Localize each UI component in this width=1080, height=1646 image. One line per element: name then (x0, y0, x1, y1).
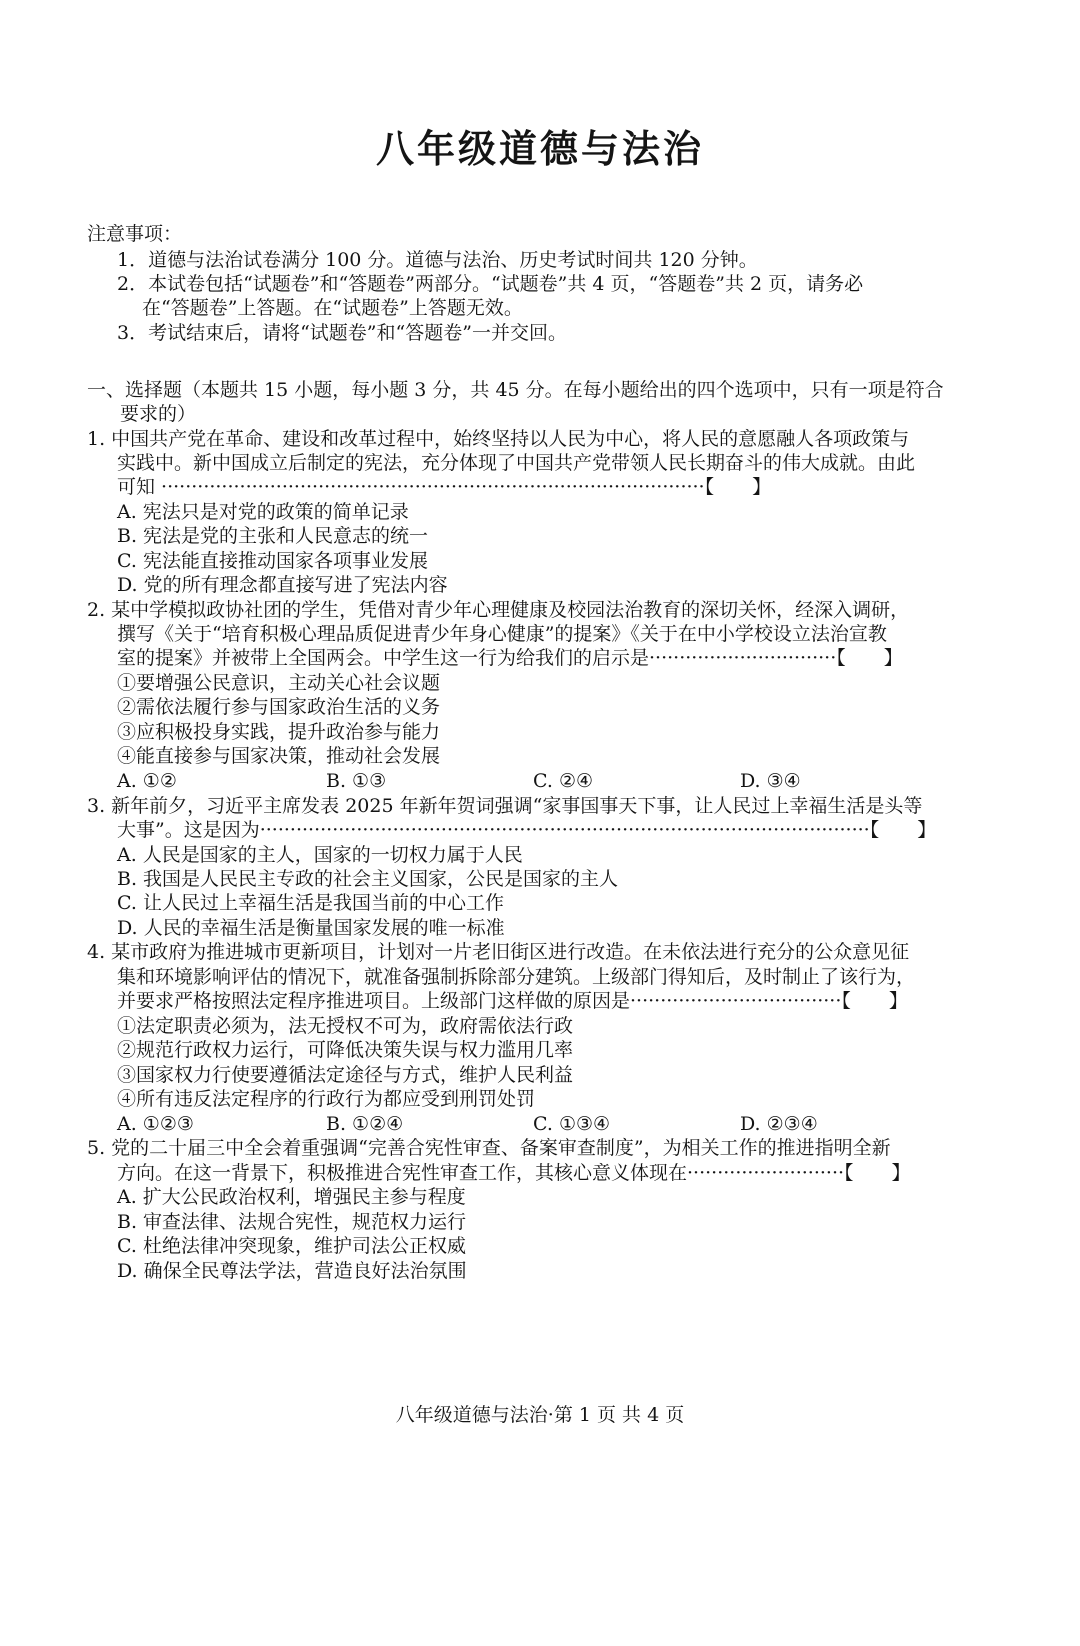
option: C. 杜绝法律冲突现象，维护司法公正权威 (117, 1235, 466, 1257)
statement: ③应积极投身实践，提升政治参与能力 (117, 721, 441, 743)
option: A. 扩大公民政治权利，增强民主参与程度 (117, 1186, 466, 1208)
statement: ①要增强公民意识，主动关心社会议题 (117, 672, 441, 694)
option: C. ②④ (533, 770, 594, 792)
option: A. ①② (117, 770, 177, 792)
option: A. ①②③ (117, 1113, 194, 1135)
question-3: 大事”。这是因为·····································································································【 】 (117, 819, 937, 841)
question-4: 并要求严格按照法定程序推进项目。上级部门这样做的原因是···································【 】 (117, 990, 908, 1012)
option: B. ①③ (326, 770, 387, 792)
question-1: 可知 ··························································································【 】 (117, 476, 772, 498)
section-heading: 一、选择题（本题共 15 小题，每小题 3 分，共 45 分。在每小题给出的四个选项中，只有一项是符合 (87, 379, 944, 401)
page-footer: 八年级道德与法治·第 1 页 共 4 页 (395, 1404, 685, 1426)
option: C. 宪法能直接推动国家各项事业发展 (117, 550, 428, 572)
question-2: 室的提案》并被带上全国两会。中学生这一行为给我们的启示是·······························【 】 (117, 647, 903, 669)
page-title: 八年级道德与法治 (375, 127, 704, 171)
statement: ④能直接参与国家决策，推动社会发展 (117, 745, 441, 767)
question-5: 方向。在这一背景下，积极推进合宪性审查工作，其核心意义体现在··························【 】 (117, 1162, 911, 1184)
option: D. 确保全民尊法学法，营造良好法治氛围 (117, 1260, 467, 1282)
notice-item: 2．本试卷包括“试题卷”和“答题卷”两部分。“试题卷”共 4 页，“答题卷”共 2 页，请务必 (117, 273, 864, 295)
question-1: 1. 中国共产党在革命、建设和改革过程中，始终坚持以人民为中心，将人民的意愿融人各项政策与 (87, 428, 910, 450)
question-2: 2. 某中学模拟政协社团的学生，凭借对青少年心理健康及校园法治教育的深切关怀，经深入调研， (87, 599, 910, 621)
question-4: 集和环境影响评估的情况下，就准备强制拆除部分建筑。上级部门得知后，及时制止了该行为， (117, 966, 916, 988)
option: B. 审查法律、法规合宪性，规范权力运行 (117, 1211, 467, 1233)
option: D. ②③④ (740, 1113, 818, 1135)
option: D. ③④ (740, 770, 801, 792)
notice-item: 在“答题卷”上答题。在“试题卷”上答题无效。 (142, 297, 523, 319)
question-1: 实践中。新中国成立后制定的宪法，充分体现了中国共产党带领人民长期奋斗的伟大成就。由此 (117, 452, 916, 474)
statement: ④所有违反法定程序的行政行为都应受到刑罚处罚 (117, 1088, 536, 1110)
statement: ②需依法履行参与国家政治生活的义务 (117, 696, 441, 718)
notice-item: 3．考试结束后，请将“试题卷”和“答题卷”一并交回。 (117, 322, 567, 344)
option: A. 宪法只是对党的政策的简单记录 (117, 501, 409, 523)
option: B. ①②④ (326, 1113, 404, 1135)
question-5: 5. 党的二十届三中全会着重强调“完善合宪性审查、备案审查制度”，为相关工作的推进指明全新 (87, 1137, 891, 1159)
notice-item: 1．道德与法治试卷满分 100 分。道德与法治、历史考试时间共 120 分钟。 (117, 249, 758, 271)
question-4: 4. 某市政府为推进城市更新项目，计划对一片老旧街区进行改造。在未依法进行充分的公众意见征 (87, 941, 910, 963)
option: C. 让人民过上幸福生活是我国当前的中心工作 (117, 892, 504, 914)
option: D. 人民的幸福生活是衡量国家发展的唯一标准 (117, 917, 505, 939)
option: C. ①③④ (533, 1113, 611, 1135)
option: A. 人民是国家的主人，国家的一切权力属于人民 (117, 844, 523, 866)
option: B. 我国是人民民主专政的社会主义国家，公民是国家的主人 (117, 868, 619, 890)
option: B. 宪法是党的主张和人民意志的统一 (117, 525, 429, 547)
question-3: 3. 新年前夕，习近平主席发表 2025 年新年贺词强调“家事国事天下事，让人民过上幸福生活是头等 (87, 795, 923, 817)
statement: ①法定职责必须为，法无授权不可为，政府需依法行政 (117, 1015, 574, 1037)
option: D. 党的所有理念都直接写进了宪法内容 (117, 574, 448, 596)
notice-heading: 注意事项： (87, 223, 183, 245)
section-heading: 要求的） (120, 403, 197, 425)
statement: ②规范行政权力运行，可降低决策失误与权力滥用几率 (117, 1039, 574, 1061)
statement: ③国家权力行使要遵循法定途径与方式，维护人民利益 (117, 1064, 574, 1086)
question-2: 撰写《关于“培育积极心理品质促进青少年身心健康”的提案》《关于在中小学校设立法治宣教 (117, 623, 887, 645)
